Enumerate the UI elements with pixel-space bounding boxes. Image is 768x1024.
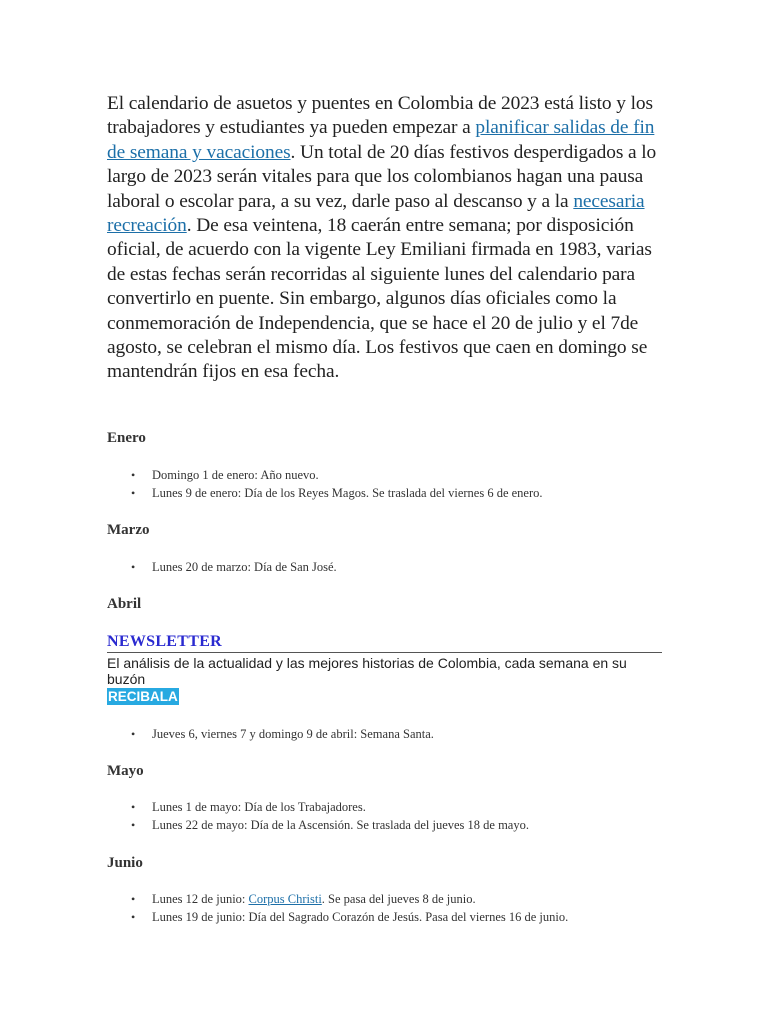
subscribe-button[interactable]: RECIBALA <box>108 689 178 704</box>
newsletter-box <box>107 633 662 706</box>
bullet-icon: • <box>131 818 136 832</box>
month-heading-mayo: Mayo <box>107 763 144 779</box>
bullet-icon: • <box>131 892 136 906</box>
holiday-list-marzo <box>107 558 707 576</box>
list-item <box>107 908 707 926</box>
holiday-text: Lunes 20 de marzo: Día de San José. <box>152 560 337 574</box>
holiday-text: Lunes 19 de junio: Día del Sagrado Corazón de Jesús. Pasa del viernes 16 de junio. <box>152 910 569 924</box>
month-heading-enero: Enero <box>107 430 146 446</box>
list-item <box>107 816 707 834</box>
holiday-list-junio <box>107 890 707 926</box>
month-heading-abril: Abril <box>107 596 142 612</box>
intro-text-3: . De esa veintena, 18 caerán entre semana; por disposición oficial, de acuerdo con la vigente Ley Emiliani firmada en 1983, varias de estas fechas serán recorridas al siguiente lunes del calendario para convertirlo en puente. Sin embargo, algunos días oficiales como la conmemoración de Independencia, que se hace el 20 de julio y el 7de agosto, se celebran el mismo día. Los festivos que caen en domingo se mantendrán fijos en esa fecha. <box>107 215 652 383</box>
holiday-text: Jueves 6, viernes 7 y domingo 9 de abril: Semana Santa. <box>152 727 434 741</box>
holiday-text: Domingo 1 de enero: Año nuevo. <box>152 468 319 482</box>
newsletter-title: NEWSLETTER <box>107 633 662 653</box>
holiday-text: Lunes 1 de mayo: Día de los Trabajadores. <box>152 800 366 814</box>
list-item <box>107 558 707 576</box>
intro-text-2: . Un total de 20 días festivos desperdigados a lo largo de 2023 serán vitales para que los colombianos hagan una pausa laboral o escolar para, a su vez, darle paso al descanso y a la <box>107 141 657 212</box>
month-heading-junio: Junio <box>107 855 143 871</box>
corpus-christi-link[interactable]: Corpus Christi <box>248 892 322 906</box>
month-heading-marzo: Marzo <box>107 522 150 538</box>
holiday-text-suffix: . Se pasa del jueves 8 de junio. <box>321 892 476 906</box>
holiday-text: Lunes 9 de enero: Día de los Reyes Magos. Se traslada del viernes 6 de enero. <box>152 486 543 500</box>
recreacion-link[interactable]: necesaria recreación <box>107 190 645 237</box>
list-item <box>107 890 707 908</box>
bullet-icon: • <box>131 727 136 741</box>
article-body <box>107 92 667 385</box>
newsletter-description: El análisis de la actualidad y las mejores historias de Colombia, cada semana en su buzón <box>107 655 627 687</box>
holiday-text: Lunes 22 de mayo: Día de la Ascensión. Se traslada del jueves 18 de mayo. <box>152 818 529 832</box>
bullet-icon: • <box>131 486 136 500</box>
holiday-list-mayo <box>107 798 707 834</box>
bullet-icon: • <box>131 910 136 924</box>
list-item <box>107 484 707 502</box>
list-item <box>107 725 707 743</box>
intro-paragraph <box>107 92 667 385</box>
bullet-icon: • <box>131 468 136 482</box>
bullet-icon: • <box>131 560 136 574</box>
intro-text-1: El calendario de asuetos y puentes en Colombia de 2023 está listo y los trabajadores y estudiantes ya pueden empezar a <box>107 93 653 139</box>
list-item <box>107 466 707 484</box>
list-item <box>107 798 707 816</box>
planificar-link[interactable]: planificar salidas de fin de semana y vacaciones <box>107 117 655 163</box>
holiday-list-enero <box>107 466 707 502</box>
holiday-list-abril <box>107 725 707 743</box>
bullet-icon: • <box>131 800 136 814</box>
holiday-text-prefix: Lunes 12 de junio: <box>152 892 249 906</box>
